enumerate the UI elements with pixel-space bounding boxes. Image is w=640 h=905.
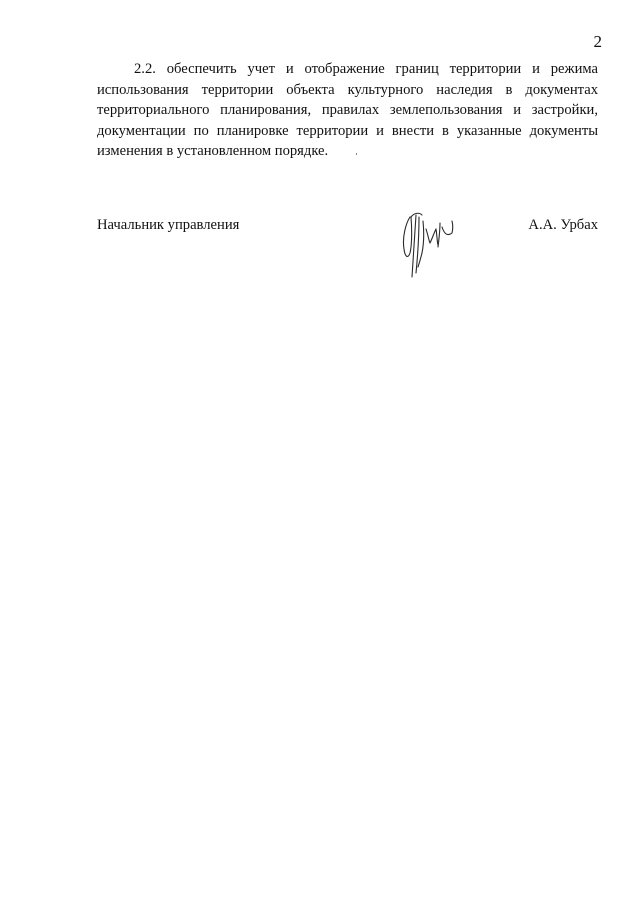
handwritten-signature bbox=[392, 203, 460, 283]
scan-speck bbox=[356, 153, 357, 155]
paragraph-line: территориального планирования, правилах землепользования и застройки, bbox=[97, 102, 598, 119]
paragraph-line: 2.2. обеспечить учет и отображение границ территории и режима bbox=[134, 61, 598, 77]
body-paragraph bbox=[97, 59, 598, 162]
signer-name: А.А. Урбах bbox=[528, 217, 598, 233]
signer-position: Начальник управления bbox=[97, 217, 240, 233]
page-number: 2 bbox=[593, 32, 602, 51]
paragraph-line: изменения в установленном порядке. bbox=[97, 143, 329, 160]
paragraph-line: документации по планировке территории и внести в указанные документы bbox=[97, 122, 598, 139]
paragraph-line: использования территории объекта культурного наследия в документах bbox=[97, 81, 598, 98]
